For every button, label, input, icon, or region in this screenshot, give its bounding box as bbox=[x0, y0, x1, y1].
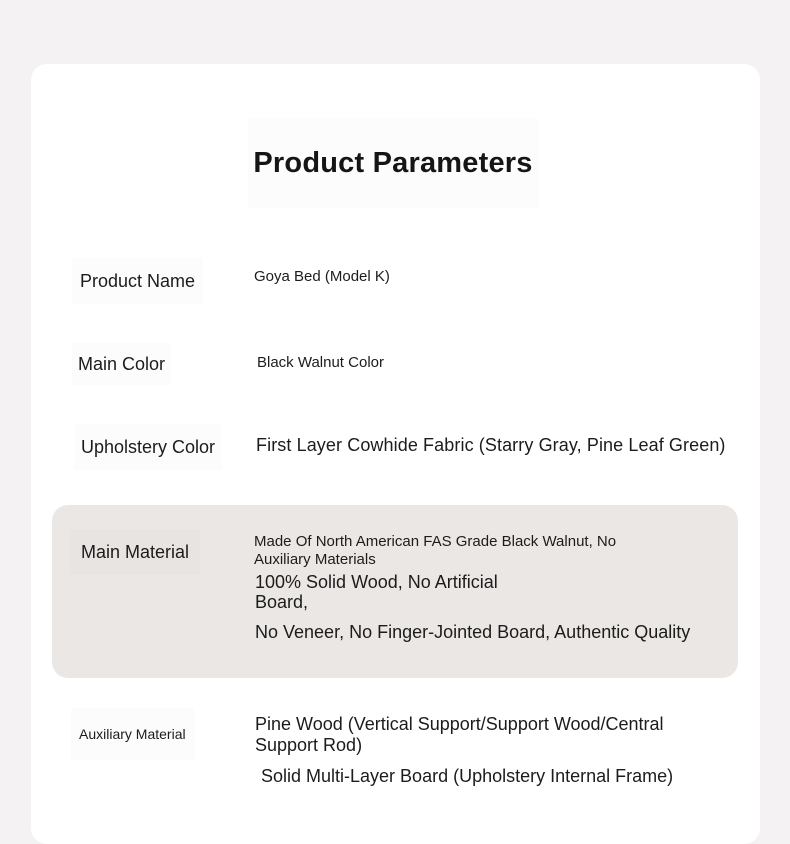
product-name-value: Goya Bed (Model K) bbox=[254, 268, 390, 285]
auxiliary-material-line-1: Pine Wood (Vertical Support/Support Wood/Central Support Rod) bbox=[255, 714, 664, 755]
upholstery-color-value: First Layer Cowhide Fabric (Starry Gray, Pine Leaf Green) bbox=[256, 435, 726, 455]
main-material-line-3: No Veneer, No Finger-Jointed Board, Authentic Quality bbox=[255, 622, 691, 642]
page-title: Product Parameters bbox=[248, 118, 538, 208]
upholstery-color-label: Upholstery Color bbox=[74, 424, 222, 470]
product-name-label: Product Name bbox=[72, 258, 203, 304]
main-material-label: Main Material bbox=[70, 529, 200, 575]
main-color-value: Black Walnut Color bbox=[257, 354, 384, 371]
main-material-row bbox=[52, 505, 738, 678]
main-material-line-2: 100% Solid Wood, No Artificial Board, bbox=[255, 572, 498, 612]
main-material-line-1: Made Of North American FAS Grade Black Walnut, No Auxiliary Materials bbox=[254, 533, 617, 568]
main-color-label: Main Color bbox=[72, 343, 171, 385]
auxiliary-material-line-2: Solid Multi-Layer Board (Upholstery Internal Frame) bbox=[261, 766, 674, 786]
auxiliary-material-label: Auxiliary Material bbox=[71, 708, 194, 760]
